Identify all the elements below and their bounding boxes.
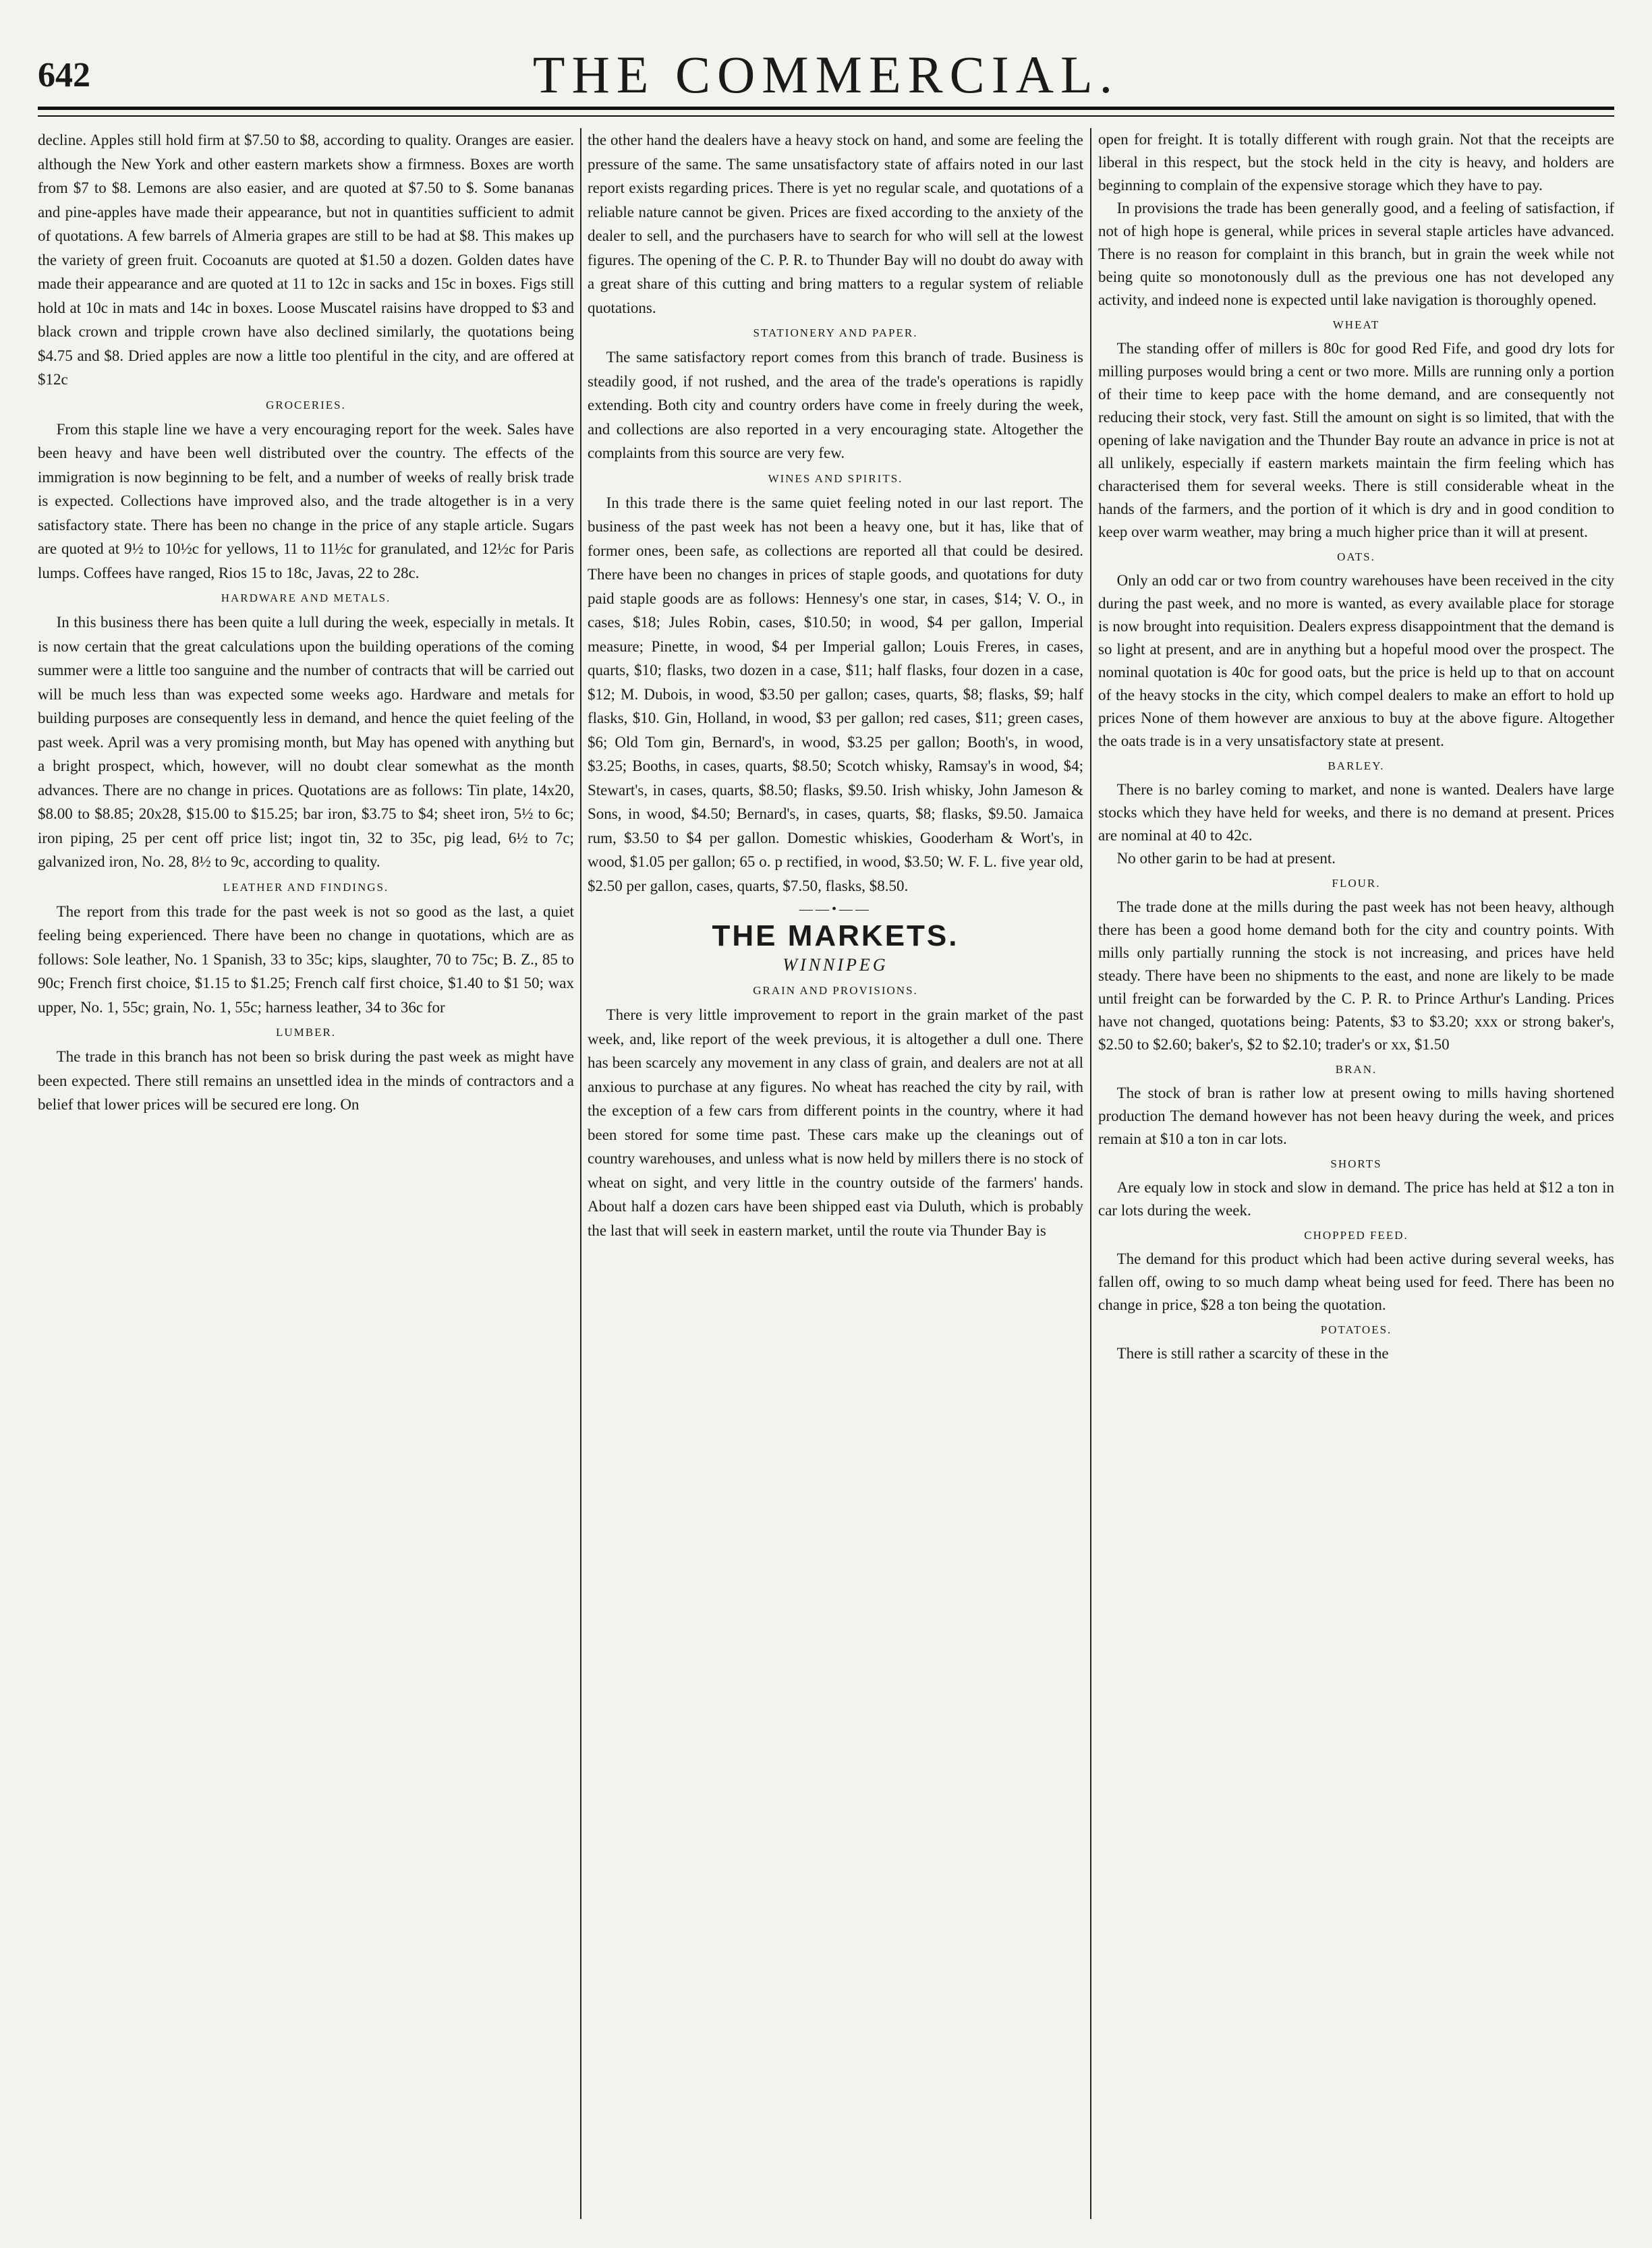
- heading-groceries: GROCERIES.: [266, 398, 346, 411]
- fruit-paragraph: decline. Apples still hold firm at $7.50 to $8, according to quality. Oranges are easier. although the New York and other eastern markets show a firmness. Boxes are worth from $7 to $8. Lemons are also easier, and are quoted at $7.50 to $. Some bananas and pine-apples have made their appearance, but not in quantities sufficient to admit of quotations. A few barrels of Almeria grapes are still to be had at $8. This makes up the variety of green fruit. Cocoanuts are quoted at $1.50 a dozen. Golden dates have made their appearance and are quoted at 11 to 12c in sacks and 15c in boxes. Figs still hold at 10c in mats and 14c in boxes. Loose Muscatel raisins have dropped to $3 and black crown and tripple crown have also declined similarly, the quotations being $4.75 and $8. Dried apples are now a little too plentiful in the city, and are offered at $12c: [38, 132, 574, 388]
- section-ornament: ——•——: [799, 902, 872, 917]
- header-rule-thin: [38, 115, 1614, 117]
- bran-paragraph: The stock of bran is rather low at present owing to mills having shortened production The demand however has not been heavy during the week, and prices remain at $10 a ton in car lots.: [1098, 1085, 1614, 1147]
- heading-flour: FLOUR.: [1332, 877, 1381, 890]
- heading-wines: WINES AND SPIRITS.: [768, 471, 903, 485]
- provisions-paragraph: In provisions the trade has been generally good, and a feeling of satisfaction, if not of high hope is general, while prices in several staple articles have advanced. There is no reason for complaint in this branch, but in grain the week while not being quite so monotonously dull as the previous one has not developed any activity, and indeed none is expected until lake navigation is thoroughly opened.: [1098, 200, 1614, 308]
- heading-barley: BARLEY.: [1328, 759, 1385, 772]
- wheat-paragraph: The standing offer of millers is 80c for good Red Fife, and good dry lots for milling purposes would bring a cent or two more. Mills are running only a portion of their time to keep pace with the home demand, and are consequently not reducing their stock, very fast. Still the amount on sight is so limited, that with the opening of lake navigation and the Thunder Bay route an advance in price is not at all unlikely, especially if eastern markets maintain the firm feeling which has characterised them for several weeks. There is still considerable wheat in the hands of the farmers, and the portion of it which is dry and in good condition to keep over warm weather, may bring a much higher price than it will at present.: [1098, 340, 1614, 540]
- flour-paragraph: The trade done at the mills during the past week has not been heavy, although there has been a good home demand both for the city and country points. With mills only partially running the stock is not increasing, and prices have held steady. There have been no shipments to the east, and none are likely to be made until freight can be forwarded by the C. P. R. to Prince Arthur's Landing. Prices have not changed, quotations being: Patents, $3 to $3.20; xxx or strong baker's, $2.50 to $2.60; baker's, $2 to $2.10; trader's or xx, $1.50: [1098, 898, 1614, 1053]
- wines-paragraph: In this trade there is the same quiet feeling noted in our last report. The business of the past week has not been a heavy one, but it has, like that of former ones, been safe, as collections are reported all that could be desired. There have been no changes in prices of staple goods, and quotations for duty paid staple goods are as follows: Hennesy's one star, in cases, $14; V. O., in cases, $18; Jules Robin, cases, $10.50; in wood, $4 per gallon, Imperial measure; Pinette, in wood, $4 per Imperial gallon; Louis Freres, in cases, quarts, $10; flasks, two dozen in a case, $11; half flasks, four dozen in a case, $12; M. Dubois, in wood, $3.50 per gallon; cases, quarts, $8; flasks, $9; half flasks, $10. Gin, Holland, in wood, $3 per gallon; red cases, $11; green cases, $6; Old Tom gin, Bernard's, in wood, $3.25 per gallon; Booth's, in wood, $3.25; Booths, in cases, quarts, $8.50; Scotch whisky, Ramsay's in wood, $4; Stewart's, in cases, quarts, $8.50; flasks, $9.50. Irish whisky, John Jameson & Sons, in wood, $4.50; Bernard's, in cases, quarts, $8; flasks, $9.50. Jamaica rum, $3.50 to $4 per gallon. Domestic whiskies, Gooderham & Wort's, in wood, $1.05 per gallon; 65 o. p rectified, in wood, $3.50; W. F. L. five year old, $2.50 per gallon, cases, quarts, $7.50, flasks, $8.50.: [588, 494, 1083, 894]
- column-divider-2: [1090, 128, 1091, 2219]
- page-header: [38, 20, 1614, 104]
- heading-shorts: SHORTS: [1330, 1157, 1382, 1170]
- hardware-paragraph: In this business there has been quite a lull during the week, especially in metals. It is now certain that the great calculations upon the building operations of the coming summer were a little too sanguine and the number of contracts that will be carried out will be much less than was expected some weeks ago. Hardware and metals for building purposes are consequently less in demand, and hence the quiet feeling of the past week. April was a very promising month, but May has opened with anything but a bright prospect, which, however, will no doubt clear somewhat as the month advances. There are no change in prices. Quotations are as follows: Tin plate, 14x20, $8.00 to $8.85; 20x28, $15.00 to $15.25; bar iron, $3.75 to $4; sheet iron, 5½ to 6c; iron piping, 25 per cent off price list; ingot tin, 32 to 35c, pig lead, 6½ to 7c; galvanized iron, No. 28, 8½ to 9c, according to quality.: [38, 614, 574, 870]
- stationery-paragraph: The same satisfactory report comes from this branch of trade. Business is steadily good, if not rushed, and the area of the trade's operations is rapidly extending. Both city and country orders have come in freely during the week, and collections are also reported in a very encouraging state. Altogether the complaints from this source are very few.: [588, 349, 1083, 461]
- heading-potatoes: POTATOES.: [1320, 1323, 1392, 1336]
- lumber-paragraph: The trade in this branch has not been so brisk during the past week as might have been expected. There still remains an unsettled idea in the minds of contractors and a belief that lower prices will be secured ere long. On: [38, 1048, 574, 1113]
- article-columns: [38, 128, 1614, 2219]
- page-number: 642: [38, 56, 90, 94]
- barley-paragraph: There is no barley coming to market, and none is wanted. Dealers have large stocks which they have held for weeks, and there is no demand at present. Prices are nominal at 40 to 42c.: [1098, 781, 1614, 844]
- heading-grain: GRAIN AND PROVISIONS.: [753, 984, 918, 997]
- header-rule-thick: [38, 107, 1614, 110]
- masthead-title: THE COMMERCIAL.: [532, 45, 1120, 104]
- column-divider-1: [580, 128, 581, 2219]
- markets-heading: THE MARKETS.: [712, 919, 959, 952]
- grain-paragraph: There is very little improvement to report in the grain market of the past week, and, like report of the week previous, it is altogether a dull one. There has been scarcely any movement in any class of grain, and dealers are not at all anxious to purchase at any figures. No wheat has reached the city by rail, with the exception of a few cars from different points in the country, where it had been stored for some time past. These cars make up the cleanings out of country warehouses, and unless what is now held by millers there is no stock of wheat on sight, and very little in the country outside of the farmers' hands. About half a dozen cars have been shipped east via Duluth, which is probably the last that will seek in eastern market, until the route via Thunder Bay is: [588, 1006, 1083, 1239]
- heading-oats: OATS.: [1337, 550, 1375, 563]
- shorts-paragraph: Are equaly low in stock and slow in demand. The price has held at $12 a ton in car lots during the week.: [1098, 1179, 1614, 1219]
- column-3: [1098, 128, 1614, 2219]
- heading-bran: BRAN.: [1335, 1063, 1377, 1076]
- column-2: [588, 128, 1083, 2219]
- barley-note: No other garin to be had at present.: [1116, 850, 1336, 867]
- column-1: [38, 128, 574, 2219]
- oats-paragraph: Only an odd car or two from country warehouses have been received in the city during the past week, and no more is wanted, as every available place for storage is now brought into requisition. Dealers express disappointment that the demand is so light at present, and are in anything but a hopeful mood over the prospect. The nominal quotation is 40c for good oats, but the price is held up to that on account of the heavy stocks in the city, which compel dealers to make an effort to hold up prices None of them however are anxious to buy at the above figure. Altogether the oats trade is in a very unsatisfactory state at present.: [1098, 572, 1614, 749]
- heading-stationery: STATIONERY AND PAPER.: [753, 326, 918, 339]
- lumber-continued-paragraph: the other hand the dealers have a heavy stock on hand, and some are feeling the pressure of the same. The same unsatisfactory state of affairs noted in our last report exists regarding prices. There is yet no regular scale, and quotations of a reliable nature cannot be given. Prices are fixed according to the anxiety of the dealer to sell, and the purchasers have to search for who will sell at the lowest figures. The opening of the C. P. R. to Thunder Bay will no doubt do away with a great share of this cutting and bring matters to a regular system of reliable quotations.: [588, 132, 1083, 316]
- potatoes-paragraph: There is still rather a scarcity of these in the: [1116, 1345, 1389, 1362]
- heading-wheat: WHEAT: [1332, 318, 1380, 331]
- city-heading: WINNIPEG: [782, 955, 888, 975]
- heading-chopped-feed: CHOPPED FEED.: [1304, 1229, 1408, 1242]
- groceries-paragraph: From this staple line we have a very encouraging report for the week. Sales have been heavy and have been well distributed over the country. The effects of the immigration is now beginning to be felt, and a number of weeks of really brisk trade is expected. Collections have improved also, and the trade altogether is in a very satisfactory state. There has been no change in the price of any staple article. Sugars are quoted at 9½ to 10½c for yellows, 11 to 11½c for granulated, and 12½c for Paris lumps. Coffees have ranged, Rios 15 to 18c, Javas, 22 to 28c.: [38, 420, 574, 581]
- heading-hardware: HARDWARE AND METALS.: [221, 592, 391, 604]
- chopped-feed-paragraph: The demand for this product which had been active during several weeks, has fallen off, owing to so much damp wheat being used for feed. There has been no change in price, $28 a ton being the quotation.: [1098, 1250, 1614, 1313]
- grain-continued-paragraph: open for freight. It is totally different with rough grain. Not that the receipts are liberal in this respect, but the stock held in the city is heavy, and holders are beginning to complain of the expensive storage which they have to pay.: [1098, 131, 1614, 194]
- heading-leather: LEATHER AND FINDINGS.: [223, 880, 389, 894]
- heading-lumber: LUMBER.: [275, 1026, 337, 1039]
- leather-paragraph: The report from this trade for the past week is not so good as the last, a quiet feeling being experienced. There have been no change in quotations, which are as follows: Sole leather, No. 1 Spanish, 33 to 35c; kips, slaughter, 70 to 75c; B. Z., 85 to 90c; French first choice, $1.15 to $1.25; French calf first choice, $1.40 to $1 50; wax upper, No. 1, 55c; grain, No. 1, 55c; harness leather, 34 to 36c for: [38, 902, 574, 1016]
